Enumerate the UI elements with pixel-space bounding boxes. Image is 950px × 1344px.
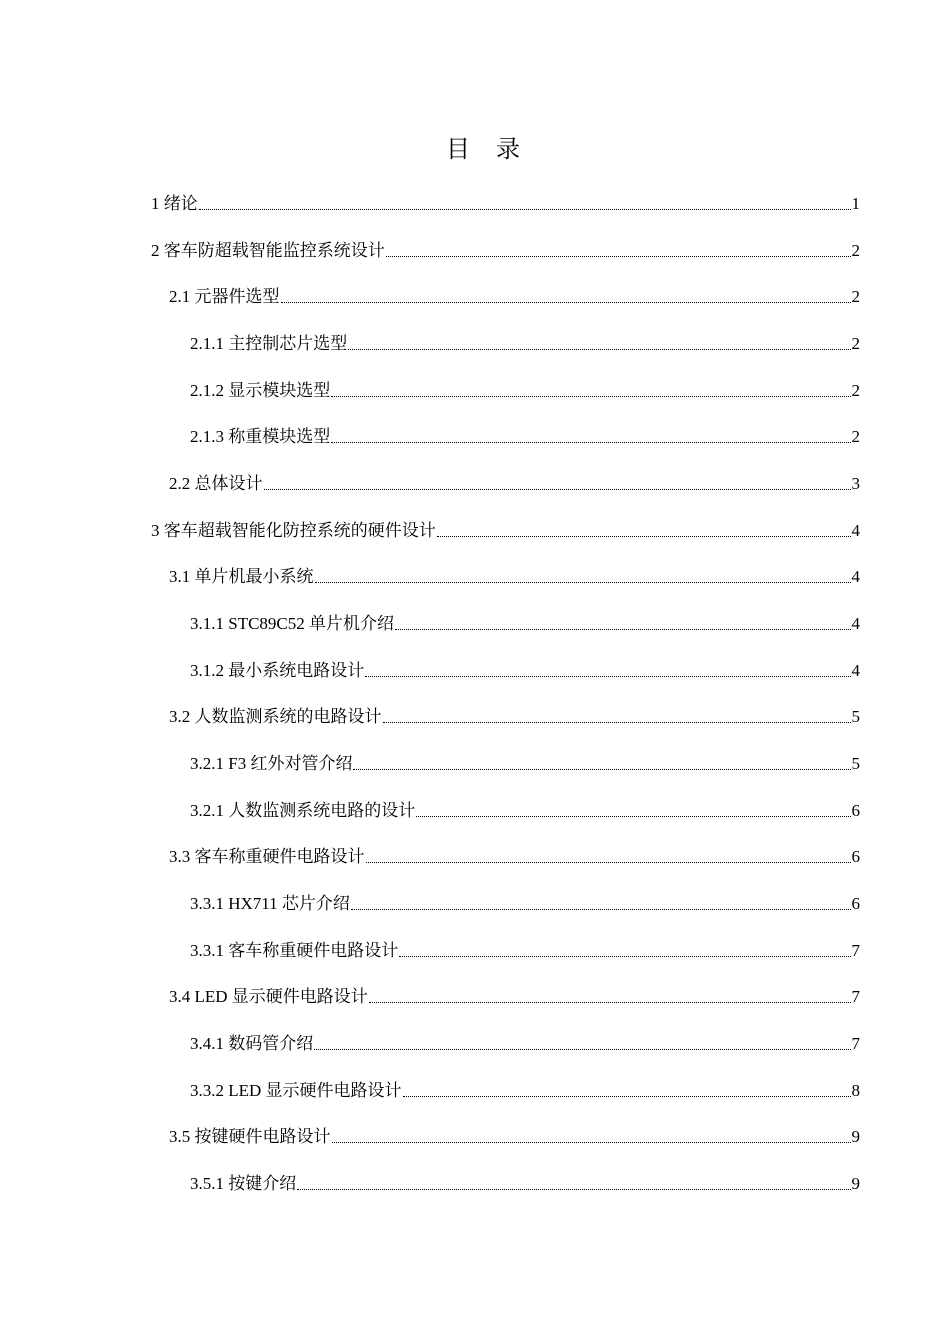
dot-leader — [399, 932, 850, 957]
toc-entry[interactable] — [190, 653, 860, 683]
toc-entry[interactable] — [151, 513, 860, 543]
toc-entry[interactable] — [190, 793, 860, 823]
toc-entry-page: 7 — [851, 940, 860, 960]
toc-entry-page: 5 — [851, 707, 860, 727]
toc-entry-title: 3.2.1 人数监测系统电路的设计 — [190, 800, 416, 820]
toc-entry-page: 6 — [851, 894, 860, 913]
toc-entry-title: 2.1.3 称重模块选型 — [190, 427, 331, 447]
dot-leader — [351, 885, 851, 910]
toc-entry[interactable] — [151, 186, 860, 216]
dot-leader — [315, 558, 851, 583]
toc-entry[interactable] — [190, 606, 860, 636]
toc-entry-title: 3.4.1 数码管介绍 — [190, 1034, 314, 1053]
toc-entry-page: 7 — [851, 1034, 860, 1053]
dot-leader — [369, 978, 851, 1003]
toc-entry[interactable] — [190, 1026, 860, 1056]
toc-entry-title: 2.1 元器件选型 — [169, 287, 280, 307]
dot-leader — [353, 745, 850, 770]
toc-entry-title: 2.1.1 主控制芯片选型 — [190, 334, 348, 353]
dot-leader — [264, 465, 851, 490]
toc-entry-page: 4 — [851, 520, 860, 540]
toc-entry-page: 2 — [851, 427, 860, 447]
dot-leader — [331, 418, 850, 443]
toc-entry-title: 3 客车超载智能化防控系统的硬件设计 — [151, 520, 436, 540]
toc-entry-page: 3 — [851, 474, 860, 493]
toc-entry-page: 1 — [851, 194, 860, 213]
toc-entry-title: 3.5.1 按键介绍 — [190, 1174, 297, 1193]
toc-entry[interactable] — [169, 979, 860, 1009]
dot-leader — [332, 1118, 851, 1143]
toc-title: 目 录 — [446, 137, 530, 163]
dot-leader — [395, 605, 850, 630]
dot-leader — [331, 372, 850, 397]
toc-entry-page: 2 — [851, 334, 860, 353]
toc-entry[interactable] — [151, 233, 860, 263]
toc-entry[interactable] — [169, 839, 860, 869]
dot-leader — [281, 278, 851, 303]
toc-entry-page: 4 — [851, 660, 860, 680]
dot-leader — [297, 1165, 850, 1190]
toc-entry-title: 3.1.2 最小系统电路设计 — [190, 660, 365, 680]
toc-entry-page: 2 — [851, 240, 860, 260]
toc-entry[interactable] — [190, 419, 860, 449]
toc-entry-page: 9 — [851, 1127, 860, 1147]
toc-entry[interactable] — [169, 559, 860, 589]
toc-entry-title: 3.1.1 STC89C52 单片机介绍 — [190, 614, 395, 633]
toc-entry-page: 7 — [851, 987, 860, 1007]
toc-entry[interactable] — [190, 1166, 860, 1196]
toc-entry-title: 2.1.2 显示模块选型 — [190, 380, 331, 400]
toc-entry-title: 3.4 LED 显示硬件电路设计 — [169, 987, 368, 1007]
toc-entry[interactable] — [190, 373, 860, 403]
toc-entry[interactable] — [169, 279, 860, 309]
toc-entry-title: 2.2 总体设计 — [169, 474, 263, 493]
dot-leader — [403, 1072, 851, 1097]
dot-leader — [348, 325, 850, 350]
toc-entry[interactable] — [190, 1073, 860, 1103]
toc-entry[interactable] — [190, 886, 860, 916]
toc-entry-title: 3.1 单片机最小系统 — [169, 567, 314, 587]
toc-entry-title: 3.3.1 HX711 芯片介绍 — [190, 894, 350, 913]
toc-entry[interactable] — [169, 466, 860, 496]
toc-entry[interactable] — [169, 1119, 860, 1149]
dot-leader — [314, 1025, 850, 1050]
toc-entry[interactable] — [190, 746, 860, 776]
toc-entry-page: 8 — [851, 1080, 860, 1100]
dot-leader — [383, 698, 851, 723]
toc-entry[interactable] — [169, 699, 860, 729]
toc-entry-page: 4 — [851, 567, 860, 587]
toc-entry-page: 4 — [851, 614, 860, 633]
toc-entry-page: 9 — [851, 1174, 860, 1193]
toc-entry[interactable] — [190, 326, 860, 356]
dot-leader — [366, 838, 851, 863]
toc-entry-title: 3.3.1 客车称重硬件电路设计 — [190, 940, 399, 960]
dot-leader — [437, 512, 851, 537]
toc-entry-title: 3.2 人数监测系统的电路设计 — [169, 707, 382, 727]
toc-entry-title: 3.3 客车称重硬件电路设计 — [169, 847, 365, 867]
toc-entry-page: 5 — [851, 754, 860, 773]
toc-entry[interactable] — [190, 933, 860, 963]
toc-entry-title: 3.5 按键硬件电路设计 — [169, 1127, 331, 1147]
toc-entry-title: 2 客车防超载智能监控系统设计 — [151, 240, 385, 260]
toc-entry-title: 3.3.2 LED 显示硬件电路设计 — [190, 1080, 402, 1100]
dot-leader — [416, 792, 850, 817]
toc-entry-page: 6 — [851, 800, 860, 820]
toc-entry-page: 2 — [851, 287, 860, 307]
toc-entry-title: 3.2.1 F3 红外对管介绍 — [190, 754, 353, 773]
dot-leader — [365, 652, 850, 677]
toc-entry-title: 1 绪论 — [151, 194, 198, 213]
toc-entry-page: 6 — [851, 847, 860, 867]
dot-leader — [199, 185, 851, 210]
dot-leader — [386, 232, 851, 257]
toc-entry-page: 2 — [851, 380, 860, 400]
